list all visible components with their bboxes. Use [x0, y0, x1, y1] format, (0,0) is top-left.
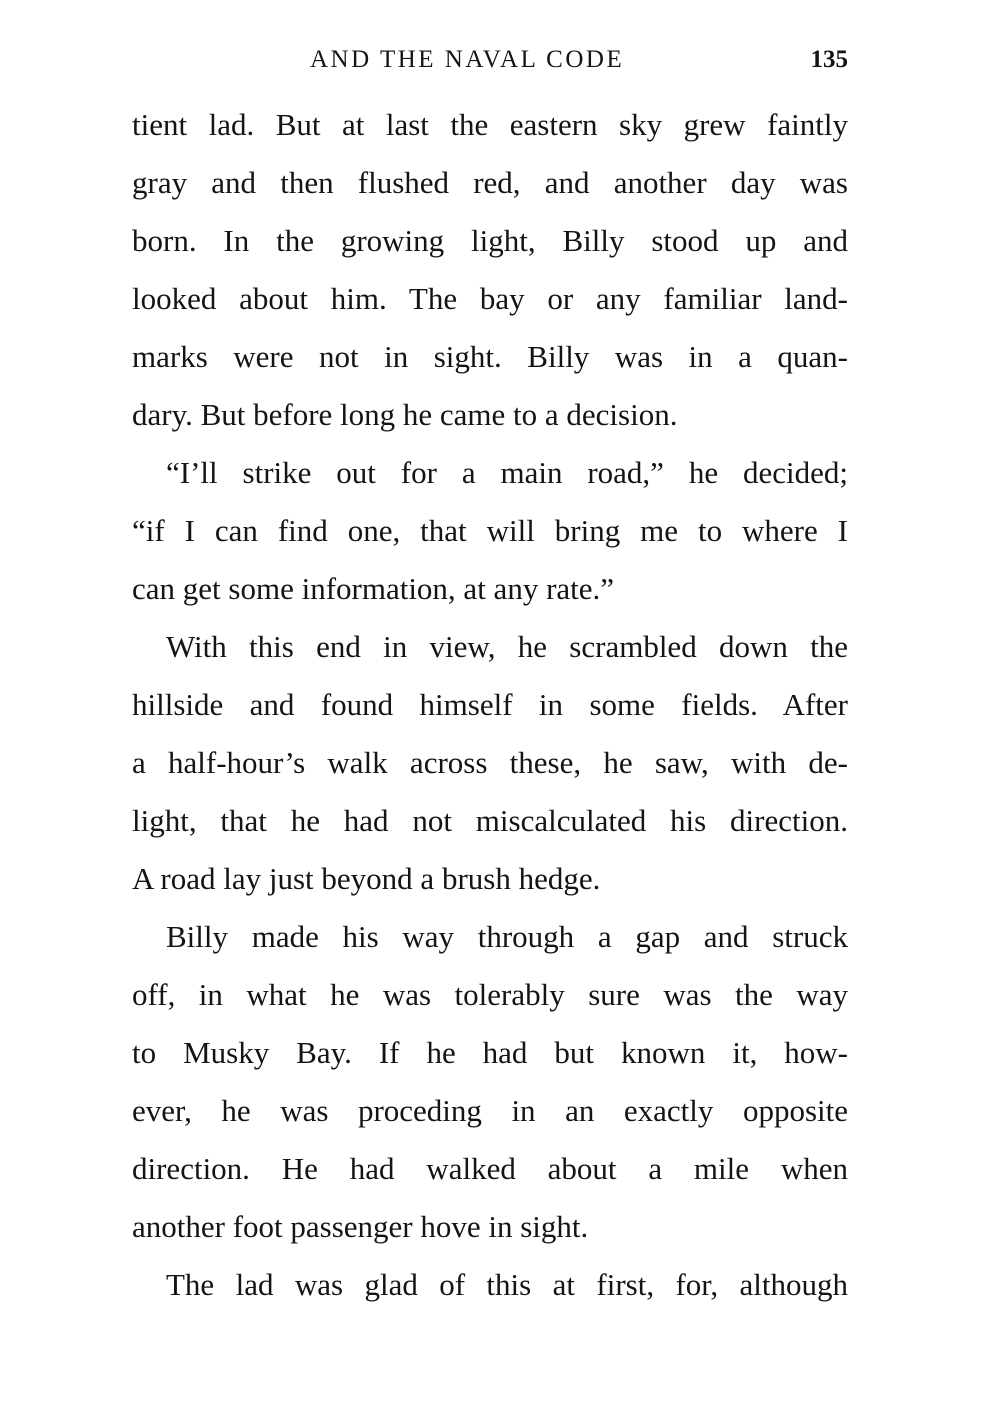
text-line: tient lad. But at last the eastern sky grew faintly	[132, 107, 848, 142]
text-line: Billy made his way through a gap and struck	[166, 919, 848, 954]
page-number: 135	[810, 46, 848, 73]
running-title: AND THE NAVAL CODE	[310, 46, 625, 73]
text-line: hillside and found himself in some fields. After	[132, 687, 848, 722]
text-line: gray and then flushed red, and another day was	[132, 165, 848, 200]
text-line: looked about him. The bay or any familiar land-	[132, 281, 848, 316]
text-line: another foot passenger hove in sight.	[132, 1209, 589, 1244]
text-line: to Musky Bay. If he had but known it, how-	[132, 1035, 848, 1070]
text-line: “if I can find one, that will bring me to where I	[132, 513, 848, 548]
text-line: can get some information, at any rate.”	[132, 571, 615, 606]
body-text	[132, 96, 848, 1314]
text-line: direction. He had walked about a mile when	[132, 1151, 848, 1186]
text-line: dary. But before long he came to a decision.	[132, 397, 678, 432]
text-line: off, in what he was tolerably sure was the way	[132, 977, 848, 1012]
text-line: “I’ll strike out for a main road,” he decided;	[166, 455, 848, 490]
text-line: marks were not in sight. Billy was in a quan-	[132, 339, 848, 374]
text-line: With this end in view, he scrambled down the	[166, 629, 848, 664]
text-line: ever, he was proceding in an exactly opposite	[132, 1093, 848, 1128]
running-head	[132, 42, 848, 86]
text-line: The lad was glad of this at first, for, although	[166, 1267, 848, 1302]
text-line: born. In the growing light, Billy stood up and	[132, 223, 848, 258]
text-line: A road lay just beyond a brush hedge.	[132, 861, 601, 896]
text-line: a half-hour’s walk across these, he saw, with de-	[132, 745, 848, 780]
text-line: light, that he had not miscalculated his direction.	[132, 803, 848, 838]
